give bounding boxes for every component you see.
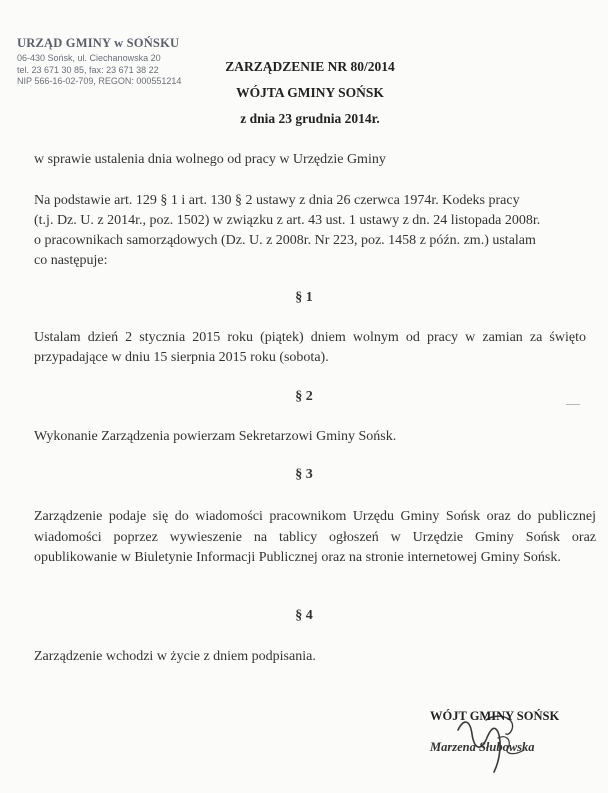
section-text-4: Zarządzenie wchodzi w życie z dniem podpisania.: [34, 649, 316, 664]
office-stamp: [17, 36, 185, 88]
heading-authority: WÓJTA GMINY SOŃSK: [236, 85, 384, 100]
preamble-line: o pracownikach samorządowych (Dz. U. z 2008r. Nr 223, poz. 1458 z późn. zm.) ustalam: [34, 233, 536, 248]
heading-number: ZARZĄDZENIE NR 80/2014: [225, 59, 395, 74]
preamble-line: (t.j. Dz. U. z 2014r., poz. 1502) w związku z art. 43 ust. 1 ustawy z dn. 24 listopada 2008r.: [34, 213, 541, 228]
heading-date: z dnia 23 grudnia 2014r.: [240, 111, 380, 126]
scan-mark: [566, 404, 580, 405]
handwritten-signature: [440, 690, 550, 780]
signature-title: WÓJT GMINY SOŃSK: [430, 709, 560, 723]
section-text-1: Ustalam dzień 2 stycznia 2015 roku (piątek) dniem wolnym od pracy w zamian za święto przypadające w dniu 15 sierpnia 2015 roku (sobota).: [34, 330, 586, 365]
subject-line: w sprawie ustalenia dnia wolnego od pracy w Urzędzie Gminy: [34, 152, 386, 167]
preamble-line: co następuje:: [34, 253, 108, 268]
section-text-2: Wykonanie Zarządzenia powierzam Sekretarzowi Gminy Sońsk.: [34, 429, 397, 444]
section-text-3: Zarządzenie podaje się do wiadomości pracownikom Urzędu Gminy Sońsk oraz do publicznej wiadomości poprzez wywieszenie na tablicy ogłoszeń w Urzędzie Gminy Sońsk oraz opublikowanie w Biuletynie Informacji Publicznej oraz na stronie internetowej Gminy Sońsk.: [34, 509, 596, 565]
preamble: [34, 191, 594, 271]
stamp-office-name: URZĄD GMINY w SOŃSKU: [17, 36, 180, 50]
section-mark-3: § 3: [295, 467, 313, 482]
section-mark-1: § 1: [295, 290, 313, 305]
signature-name: Marzena Słubowska: [430, 740, 535, 754]
preamble-line: Na podstawie art. 129 § 1 i art. 130 § 2 ustawy z dnia 26 czerwca 1974r. Kodeks pracy: [34, 193, 520, 208]
document-heading: [190, 54, 430, 132]
stamp-phone: tel. 23 671 30 85, fax: 23 671 38 22: [17, 64, 159, 75]
stamp-ids: NIP 566-16-02-709, REGON: 000551214: [17, 76, 182, 86]
stamp-address: 06-430 Sońsk, ul. Ciechanowska 20: [17, 53, 161, 63]
section-mark-4: § 4: [295, 608, 313, 623]
section-mark-2: § 2: [295, 389, 313, 404]
